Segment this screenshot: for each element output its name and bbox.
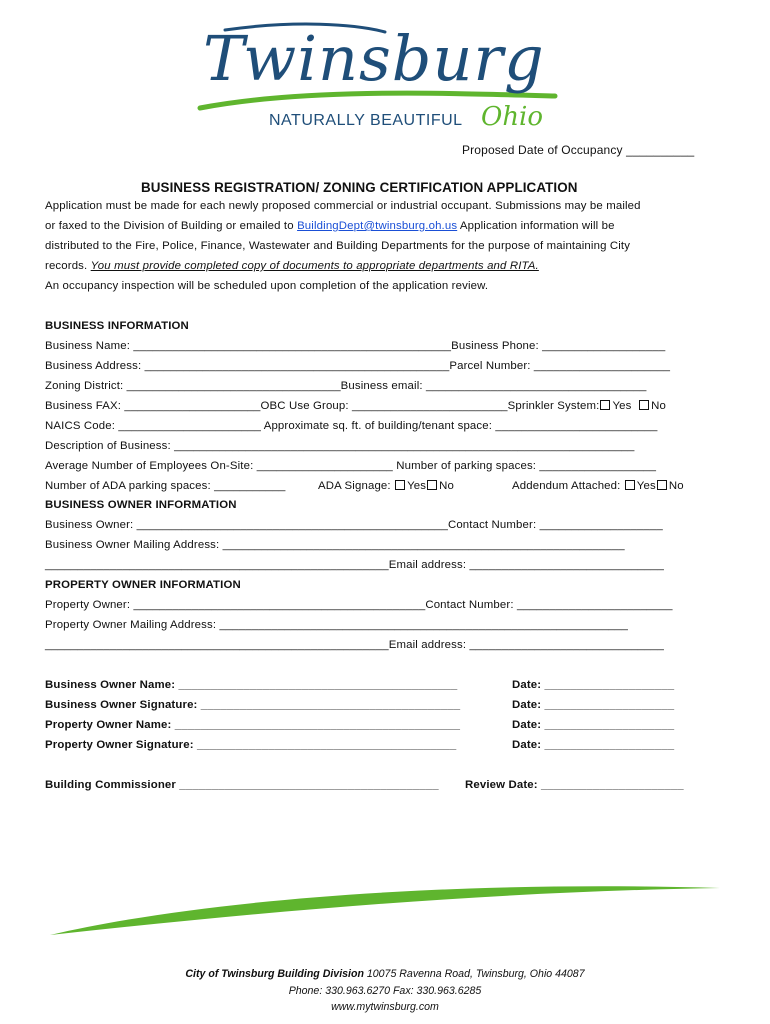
business-info-heading: BUSINESS INFORMATION	[45, 320, 189, 332]
property-mailing-field[interactable]: Property Owner Mailing Address: _______________________________________________________________	[45, 619, 629, 631]
proposed-date-field[interactable]: Proposed Date of Occupancy __________	[462, 143, 695, 157]
business-fax-field[interactable]: Business FAX: _____________________OBC Use Group: ________________________Sprinkler System:	[45, 400, 600, 412]
employees-field[interactable]: Average Number of Employees On-Site: _____________________ Number of parking spaces: __________________	[45, 460, 657, 472]
intro-line-2-text: or faxed to the Division of Building or emailed to	[45, 220, 298, 232]
description-field[interactable]: Description of Business: _______________________________________________________________________	[45, 440, 635, 452]
addendum-no-label: No	[668, 480, 684, 492]
ada-spaces-field[interactable]: Number of ADA parking spaces: ___________	[45, 480, 286, 492]
bo-name-date[interactable]: Date: ____________________	[512, 679, 675, 691]
po-name-field[interactable]: Property Owner Name: ____________________________________________	[45, 719, 461, 731]
email-link[interactable]: BuildingDept@twinsburg.oh.us	[297, 220, 458, 232]
footer-address-line	[0, 968, 770, 980]
intro-line-1: Application must be made for each newly proposed commercial or industrial occupant. Submissions may be mailed	[45, 200, 641, 212]
po-signature-date[interactable]: Date: ____________________	[512, 739, 675, 751]
intro-line-4	[45, 260, 539, 272]
intro-line-2	[45, 220, 615, 232]
property-owner-field[interactable]: Property Owner: _____________________________________________Contact Number: ________________________	[45, 599, 673, 611]
intro-emphasis: You must provide completed copy of documents to appropriate departments and RITA.	[90, 260, 539, 272]
bottom-swoosh	[0, 860, 770, 960]
naics-code-field[interactable]: NAICS Code: ______________________ Approximate sq. ft. of building/tenant space: _________________________	[45, 420, 658, 432]
owner-mailing-field[interactable]: Business Owner Mailing Address: ______________________________________________________________	[45, 539, 625, 551]
addendum-yes-checkbox[interactable]	[625, 480, 635, 490]
logo-tagline: NATURALLY BEAUTIFUL	[269, 112, 463, 129]
footer-address: 10075 Ravenna Road, Twinsburg, Ohio 44087	[363, 968, 585, 980]
page-title: BUSINESS REGISTRATION/ ZONING CERTIFICATION APPLICATION	[141, 180, 578, 195]
po-name-date[interactable]: Date: ____________________	[512, 719, 675, 731]
footer-division: City of Twinsburg Building Division	[185, 968, 364, 980]
footer-phone: Phone: 330.963.6270 Fax: 330.963.6285	[288, 985, 482, 997]
addendum-label: Addendum Attached:	[512, 480, 621, 492]
ada-yes-checkbox[interactable]	[395, 480, 405, 490]
property-email-field[interactable]: _____________________________________________________Email address: ______________________________	[45, 639, 664, 651]
ada-no-checkbox[interactable]	[427, 480, 437, 490]
sprinkler-yes-checkbox[interactable]	[600, 400, 610, 410]
logo-state: Ohio	[481, 102, 544, 132]
business-owner-field[interactable]: Business Owner: ________________________________________________Contact Number: ___________________	[45, 519, 663, 531]
sprinkler-no-checkbox[interactable]	[639, 400, 649, 410]
ada-signage-row	[318, 480, 454, 492]
bo-signature-field[interactable]: Business Owner Signature: ________________________________________	[45, 699, 461, 711]
footer-website[interactable]: www.mytwinsburg.com	[331, 1001, 439, 1013]
business-fax-row	[45, 400, 666, 412]
intro-line-3: distributed to the Fire, Police, Finance, Wastewater and Building Departments for the purpose of maintaining City	[45, 240, 631, 252]
sprinkler-no-label: No	[651, 400, 667, 412]
owner-email-field[interactable]: _____________________________________________________Email address: ______________________________	[45, 559, 664, 571]
ada-signage-label: ADA Signage:	[318, 480, 391, 492]
addendum-yes-label: Yes	[636, 480, 656, 492]
zoning-district-field[interactable]: Zoning District: _________________________________Business email: __________________________________	[45, 380, 647, 392]
business-name-field[interactable]: Business Name: _________________________________________________Business Phone: ___________________	[45, 340, 666, 352]
logo-wordmark: Twinsburg	[203, 22, 545, 95]
intro-line-5: An occupancy inspection will be scheduled upon completion of the application review.	[45, 280, 489, 292]
review-date-field[interactable]: Review Date: ______________________	[465, 779, 684, 791]
ada-yes-label: Yes	[407, 480, 427, 492]
addendum-no-checkbox[interactable]	[657, 480, 667, 490]
logo	[185, 18, 585, 138]
property-info-heading: PROPERTY OWNER INFORMATION	[45, 579, 241, 591]
po-signature-field[interactable]: Property Owner Signature: ________________________________________	[45, 739, 457, 751]
bo-name-field[interactable]: Business Owner Name: ___________________________________________	[45, 679, 458, 691]
ada-no-label: No	[439, 480, 454, 492]
commissioner-field[interactable]: Building Commissioner ________________________________________	[45, 779, 439, 791]
sprinkler-yes-label: Yes	[612, 400, 632, 412]
intro-line-4-text: records.	[45, 260, 91, 272]
business-address-field[interactable]: Business Address: _______________________________________________Parcel Number: _____________________	[45, 360, 671, 372]
intro-line-2-tail: Application information will be	[457, 220, 615, 232]
owner-info-heading: BUSINESS OWNER INFORMATION	[45, 499, 237, 511]
addendum-row	[512, 480, 684, 492]
bo-signature-date[interactable]: Date: ____________________	[512, 699, 675, 711]
